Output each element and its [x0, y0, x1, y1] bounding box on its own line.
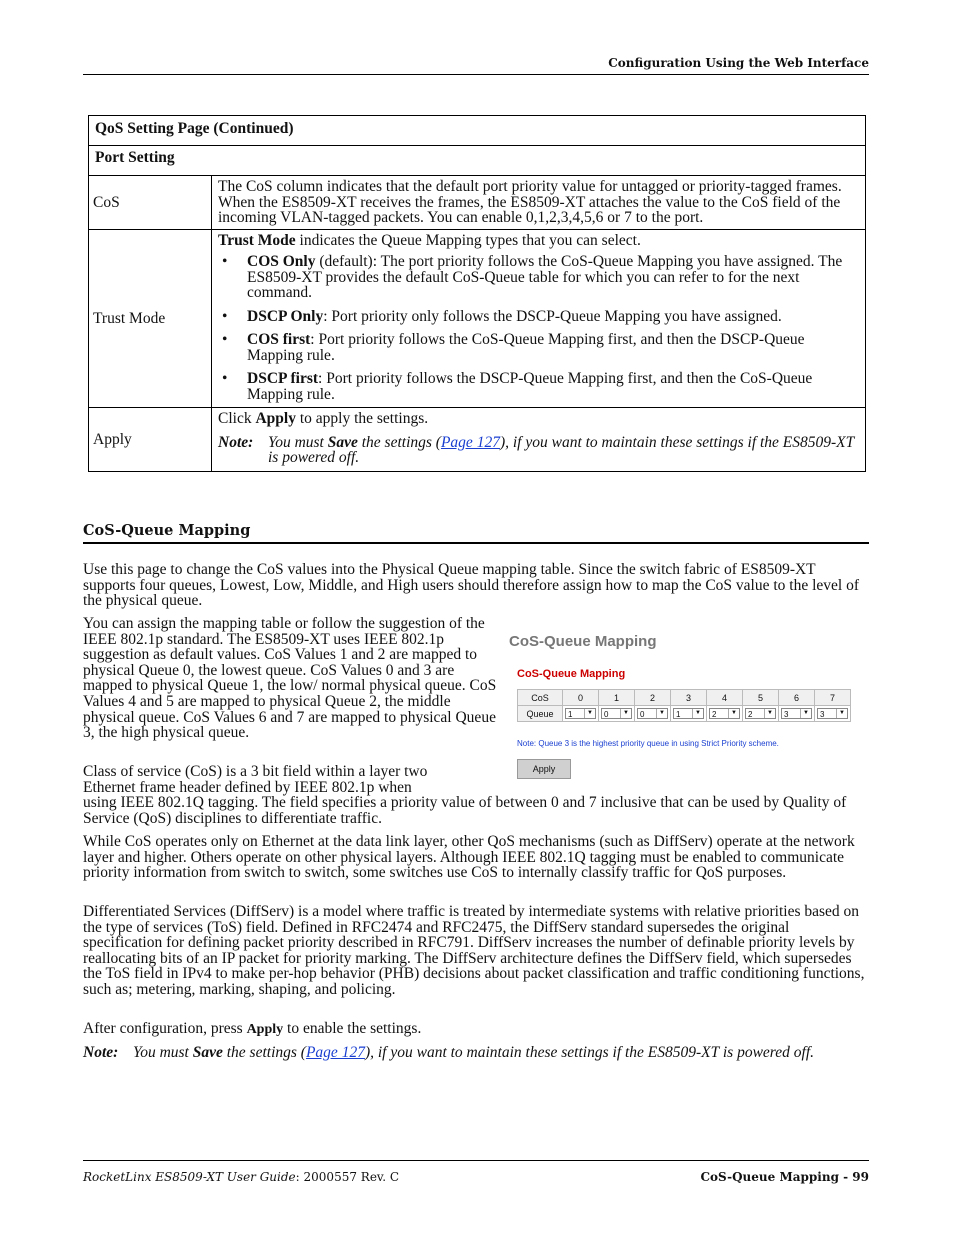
- queue-cell: [779, 706, 815, 722]
- qos-setting-table: [88, 115, 866, 472]
- queue-cell: [563, 706, 599, 722]
- queue-select[interactable]: [709, 708, 740, 719]
- row-label-cos: CoS: [89, 176, 212, 230]
- trust-intro: indicates the Queue Mapping types that you can select.: [295, 231, 641, 249]
- item-term: DSCP Only: [247, 307, 324, 325]
- apply-bold: Apply: [255, 410, 296, 427]
- paragraph-2: You can assign the mapping table or follow the suggestion of the IEEE 802.1p standard. The ES8509-XT uses IEEE 802.1p suggestion as default values. CoS Values 1 and 2 are mapped to physical Queue 0, the lowest queue. CoS Values 0 and 3 are mapped to physical Queue 1, the low/ normal physical queue. CoS Values 4 and 5 are mapped to physical Queue 2, the middle physical queue. CoS Values 6 and 7 are mapped to physical Queue 3, the high physical queue.: [83, 615, 497, 742]
- note-post: ), if you want to maintain these settings if the ES8509-XT is powered off.: [268, 433, 854, 466]
- note-post: ), if you want to maintain these settings if the ES8509-XT is powered off.: [364, 1044, 814, 1061]
- item-term: DSCP first: [247, 370, 319, 387]
- row-desc-apply: [212, 408, 866, 472]
- queue-select[interactable]: [781, 708, 812, 719]
- queue-select[interactable]: [673, 708, 704, 719]
- paragraph-4: While CoS operates only on Ethernet at the data link layer, other QoS mechanisms (such as DiffServ) operate at the network layer and higher. Others operate on other physical layers. Although IEEE 802.1Q tagging must be enabled to communicate priority information from switch to switch, some switches use CoS to internally classify traffic for QoS purposes.: [83, 833, 855, 882]
- chevron-down-icon: ▼: [728, 709, 739, 718]
- note-mid: the settings (: [222, 1044, 306, 1061]
- paragraph-1: Use this page to change the CoS values into the Physical Queue mapping table. Since the switch fabric of ES8509-XT supports four queues, Lowest, Low, Middle, and High users should therefore assign how to map the CoS value to the level of the physical queue.: [83, 561, 860, 610]
- table-title: QoS Setting Page (Continued): [89, 116, 866, 146]
- note-pre: You must: [133, 1044, 193, 1061]
- queue-cell: [707, 706, 743, 722]
- queue-cell: [743, 706, 779, 722]
- section-title: CoS-Queue Mapping: [83, 522, 251, 539]
- table-row: [89, 408, 866, 472]
- chevron-down-icon: ▼: [656, 709, 667, 718]
- note-pre: You must: [268, 433, 328, 451]
- note-label: Note:: [83, 1044, 119, 1061]
- chevron-down-icon: ▼: [764, 709, 775, 718]
- footer-rev: : 2000557 Rev. C: [295, 1170, 400, 1184]
- queue-value: 3: [820, 710, 825, 719]
- running-header: [83, 56, 869, 75]
- list-item: [218, 309, 859, 325]
- cos-value: 5: [743, 690, 779, 706]
- page-127-link[interactable]: Page 127: [440, 433, 500, 451]
- queue-cell: [599, 706, 635, 722]
- page-127-link[interactable]: Page 127: [305, 1044, 365, 1061]
- apply-pre: Click: [218, 410, 256, 427]
- queue-select[interactable]: [637, 708, 668, 719]
- queue-select[interactable]: [565, 708, 596, 719]
- header-title: Configuration Using the Web Interface: [608, 56, 869, 70]
- trust-intro-bold: Trust Mode: [218, 231, 296, 249]
- footer-right: CoS-Queue Mapping - 99: [700, 1170, 869, 1184]
- note-save: Save: [192, 1044, 223, 1061]
- cos-value: 4: [707, 690, 743, 706]
- p6-post: to enable the settings.: [283, 1020, 422, 1037]
- note-mid: the settings (: [357, 433, 441, 451]
- cos-value: 3: [671, 690, 707, 706]
- list-item: [218, 371, 859, 402]
- apply-post: to apply the settings.: [295, 410, 429, 427]
- paragraph-3a: Class of service (CoS) is a 3 bit field within a layer two Ethernet frame header defined by IEEE 802.1p when: [83, 763, 428, 796]
- item-text: : Port priority follows the DSCP-Queue Mapping first, and then the CoS-Queue Mapping rule.: [247, 370, 813, 403]
- row-label-trust: Trust Mode: [89, 229, 212, 408]
- paragraph-3b: using IEEE 802.1Q tagging. The field specifies a priority value of between 0 and 7 inclusive that can be used by Quality of Service (QoS) disciplines to differentiate traffic.: [83, 794, 847, 827]
- apply-button[interactable]: Apply: [517, 759, 571, 779]
- item-term: COS first: [247, 331, 311, 348]
- section-heading: [83, 522, 869, 544]
- queue-value: 2: [712, 710, 717, 719]
- screenshot-subtitle: CoS-Queue Mapping: [517, 668, 626, 680]
- paragraph-5: Differentiated Services (DiffServ) is a model where traffic is treated by intermediate systems with relative priorities based on the type of services (ToS) field. Defined in RFC2474 and RFC2475, the DiffServ standard supersedes the original specification for defining packet priority described in RFC791. DiffServ increases the number of definable priority levels by reallocating bits of an IP packet for priority marking. The DiffServ architecture defines the DiffServ field, which supersedes the ToS field in IPv4 to make per-hop behavior (PHB) decisions about packet classification and traffic conditioning functions, such as; metering, marking, shaping, and policing.: [83, 903, 865, 998]
- queue-cell: [815, 706, 851, 722]
- chevron-down-icon: ▼: [584, 709, 595, 718]
- page-footer: [83, 1160, 869, 1184]
- chevron-down-icon: ▼: [836, 709, 847, 718]
- cos-queue-screenshot: [509, 628, 854, 783]
- table-subtitle: Port Setting: [89, 145, 866, 176]
- table-row: [89, 176, 866, 230]
- queue-value: 3: [784, 710, 789, 719]
- queue-select[interactable]: [601, 708, 632, 719]
- chevron-down-icon: ▼: [692, 709, 703, 718]
- cos-value: 7: [815, 690, 851, 706]
- item-text: : Port priority only follows the DSCP-Queue Mapping you have assigned.: [323, 307, 782, 325]
- p6-bold: Apply: [246, 1022, 284, 1037]
- queue-cell: [635, 706, 671, 722]
- cos-queue-table: [517, 689, 851, 722]
- item-text: (default): The port priority follows the CoS-Queue Mapping you have assigned. The ES8509-XT provides the default CoS-Queue table for which you can refer to for the next command.: [247, 253, 843, 301]
- queue-row-label: Queue: [518, 706, 563, 722]
- paragraph-6: [83, 1021, 869, 1038]
- bottom-note: [83, 1045, 869, 1061]
- queue-value: 0: [640, 710, 645, 719]
- item-term: COS Only: [247, 253, 316, 270]
- chevron-down-icon: ▼: [800, 709, 811, 718]
- list-item: [218, 254, 859, 301]
- cos-value: 2: [635, 690, 671, 706]
- note-save: Save: [327, 433, 358, 451]
- list-item: [218, 332, 859, 363]
- item-text: : Port priority follows the CoS-Queue Mapping first, and then the DSCP-Queue Mapping rule.: [247, 331, 805, 364]
- cos-value: 0: [563, 690, 599, 706]
- row-desc-cos: The CoS column indicates that the default port priority value for untagged or priority-tagged frames. When the ES8509-XT receives the frames, the ES8509-XT attaches the value to the CoS field of the incoming VLAN-tagged packets. You can enable 0,1,2,3,4,5,6 or 7 to the port.: [212, 176, 866, 230]
- screenshot-note: Note: Queue 3 is the highest priority queue in using Strict Priority scheme.: [517, 739, 779, 748]
- row-label-apply: Apply: [89, 408, 212, 472]
- cos-row-label: CoS: [518, 690, 563, 706]
- chevron-down-icon: ▼: [620, 709, 631, 718]
- queue-value: 0: [604, 710, 609, 719]
- queue-select[interactable]: [817, 708, 848, 719]
- table-note: [218, 435, 859, 466]
- row-desc-trust: [212, 229, 866, 408]
- trust-mode-list: [218, 254, 859, 402]
- note-label: Note:: [218, 433, 254, 451]
- cos-value: 6: [779, 690, 815, 706]
- queue-select[interactable]: [745, 708, 776, 719]
- table-row: [89, 229, 866, 408]
- queue-value: 1: [676, 710, 681, 719]
- p6-pre: After configuration, press: [83, 1020, 247, 1037]
- footer-guide-title: RocketLinx ES8509-XT User Guide: [83, 1170, 296, 1184]
- queue-value: 2: [748, 710, 753, 719]
- queue-value: 1: [568, 710, 573, 719]
- footer-left: [83, 1170, 399, 1184]
- cos-value: 1: [599, 690, 635, 706]
- screenshot-title: CoS-Queue Mapping: [509, 633, 657, 650]
- queue-cell: [671, 706, 707, 722]
